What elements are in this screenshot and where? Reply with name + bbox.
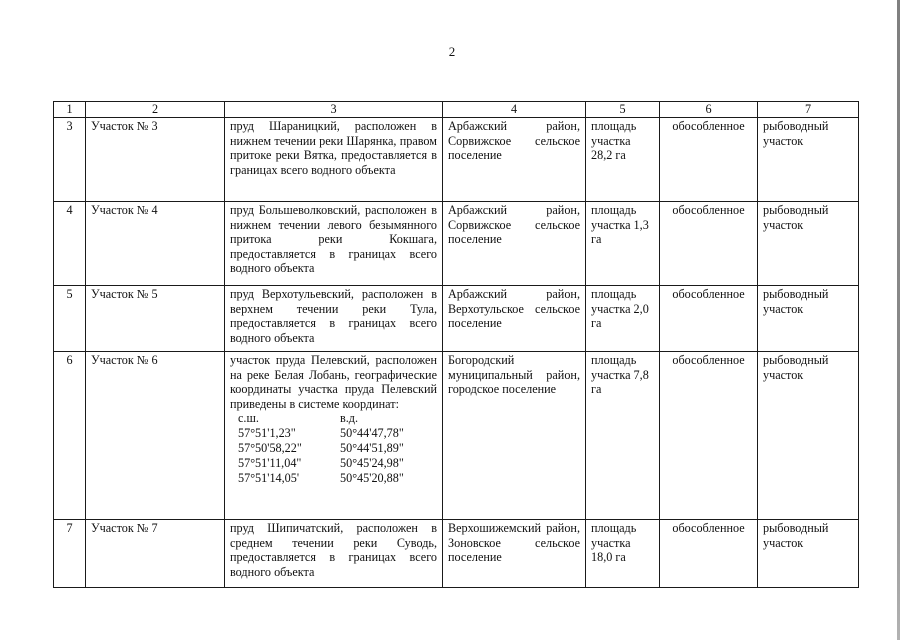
- row-number: 3: [54, 118, 86, 202]
- site-description: пруд Верхотульевский, расположен в верхнем течении реки Тула, предоставляется в границах всего водного объекта: [225, 286, 443, 352]
- site-purpose: рыбоводный участок: [758, 286, 859, 352]
- latitude-value: 57°50'58,22": [238, 441, 302, 455]
- site-use-type: обособленное: [660, 118, 758, 202]
- table-row: [54, 286, 859, 352]
- column-number-row: [54, 102, 859, 118]
- site-use-type: обособленное: [660, 202, 758, 286]
- site-district: Богородский муниципальный район, городское поселение: [443, 352, 586, 520]
- longitude-value: 50°44'51,89": [340, 441, 404, 455]
- table-row: [54, 520, 859, 588]
- latitude-value: 57°51'11,04": [238, 456, 302, 470]
- row-number: 6: [54, 352, 86, 520]
- site-district: Верхошижемский район, Зоновское сельское поселение: [443, 520, 586, 588]
- site-description-cell: [225, 352, 443, 520]
- site-name: Участок № 6: [86, 352, 225, 520]
- site-use-type: обособленное: [660, 286, 758, 352]
- site-description: пруд Шипичатский, расположен в среднем течении реки Суводь, предоставляется в границах всего водного объекта: [225, 520, 443, 588]
- site-use-type: обособленное: [660, 352, 758, 520]
- scan-edge-shadow: [897, 0, 900, 640]
- column-header: 4: [443, 102, 586, 118]
- row-number: 5: [54, 286, 86, 352]
- site-district: Арбажский район, Сорвижское сельское поселение: [443, 118, 586, 202]
- column-header: 6: [660, 102, 758, 118]
- site-purpose: рыбоводный участок: [758, 202, 859, 286]
- table-row: [54, 202, 859, 286]
- site-description: пруд Шараницкий, расположен в нижнем течении реки Шарянка, правом притоке реки Вятка, предоставляется в границах всего водного объекта: [225, 118, 443, 202]
- longitude-value: 50°45'24,98": [340, 456, 404, 470]
- latitude-value: 57°51'14,05': [238, 471, 300, 485]
- column-header: 2: [86, 102, 225, 118]
- column-header: 5: [586, 102, 660, 118]
- latitude-header: с.ш.: [238, 411, 259, 425]
- row-number: 7: [54, 520, 86, 588]
- latitude-value: 57°51'1,23": [238, 426, 296, 440]
- site-use-type: обособленное: [660, 520, 758, 588]
- site-name: Участок № 7: [86, 520, 225, 588]
- row-number: 4: [54, 202, 86, 286]
- page-number: 2: [448, 44, 456, 59]
- site-purpose: рыбоводный участок: [758, 352, 859, 520]
- longitude-value: 50°44'47,78": [340, 426, 404, 440]
- site-name: Участок № 3: [86, 118, 225, 202]
- site-area: площадь участка 1,3 га: [586, 202, 660, 286]
- column-header: 7: [758, 102, 859, 118]
- site-area: площадь участка 2,0 га: [586, 286, 660, 352]
- site-area: площадь участка 7,8 га: [586, 352, 660, 520]
- table-row: [54, 352, 859, 520]
- site-area: площадь участка 18,0 га: [586, 520, 660, 588]
- site-area: площадь участка 28,2 га: [586, 118, 660, 202]
- site-district: Арбажский район, Сорвижское сельское поселение: [443, 202, 586, 286]
- column-header: 3: [225, 102, 443, 118]
- site-name: Участок № 5: [86, 286, 225, 352]
- site-purpose: рыбоводный участок: [758, 520, 859, 588]
- site-name: Участок № 4: [86, 202, 225, 286]
- coordinates-list: [230, 411, 437, 486]
- column-header: 1: [54, 102, 86, 118]
- table-row: [54, 118, 859, 202]
- longitude-value: 50°45'20,88": [340, 471, 404, 485]
- site-description: пруд Большеволковский, расположен в нижнем течении левого безымянного притока реки Кокшага, предоставляется в границах всего водного объекта: [225, 202, 443, 286]
- longitude-header: в.д.: [340, 411, 359, 425]
- site-district: Арбажский район, Верхотульское сельское поселение: [443, 286, 586, 352]
- water-sites-table: [53, 101, 859, 588]
- site-description: участок пруда Пелевский, расположен на реке Белая Лобань, географические координаты участка пруда Пелевский приведены в системе координат:: [230, 353, 437, 411]
- site-purpose: рыбоводный участок: [758, 118, 859, 202]
